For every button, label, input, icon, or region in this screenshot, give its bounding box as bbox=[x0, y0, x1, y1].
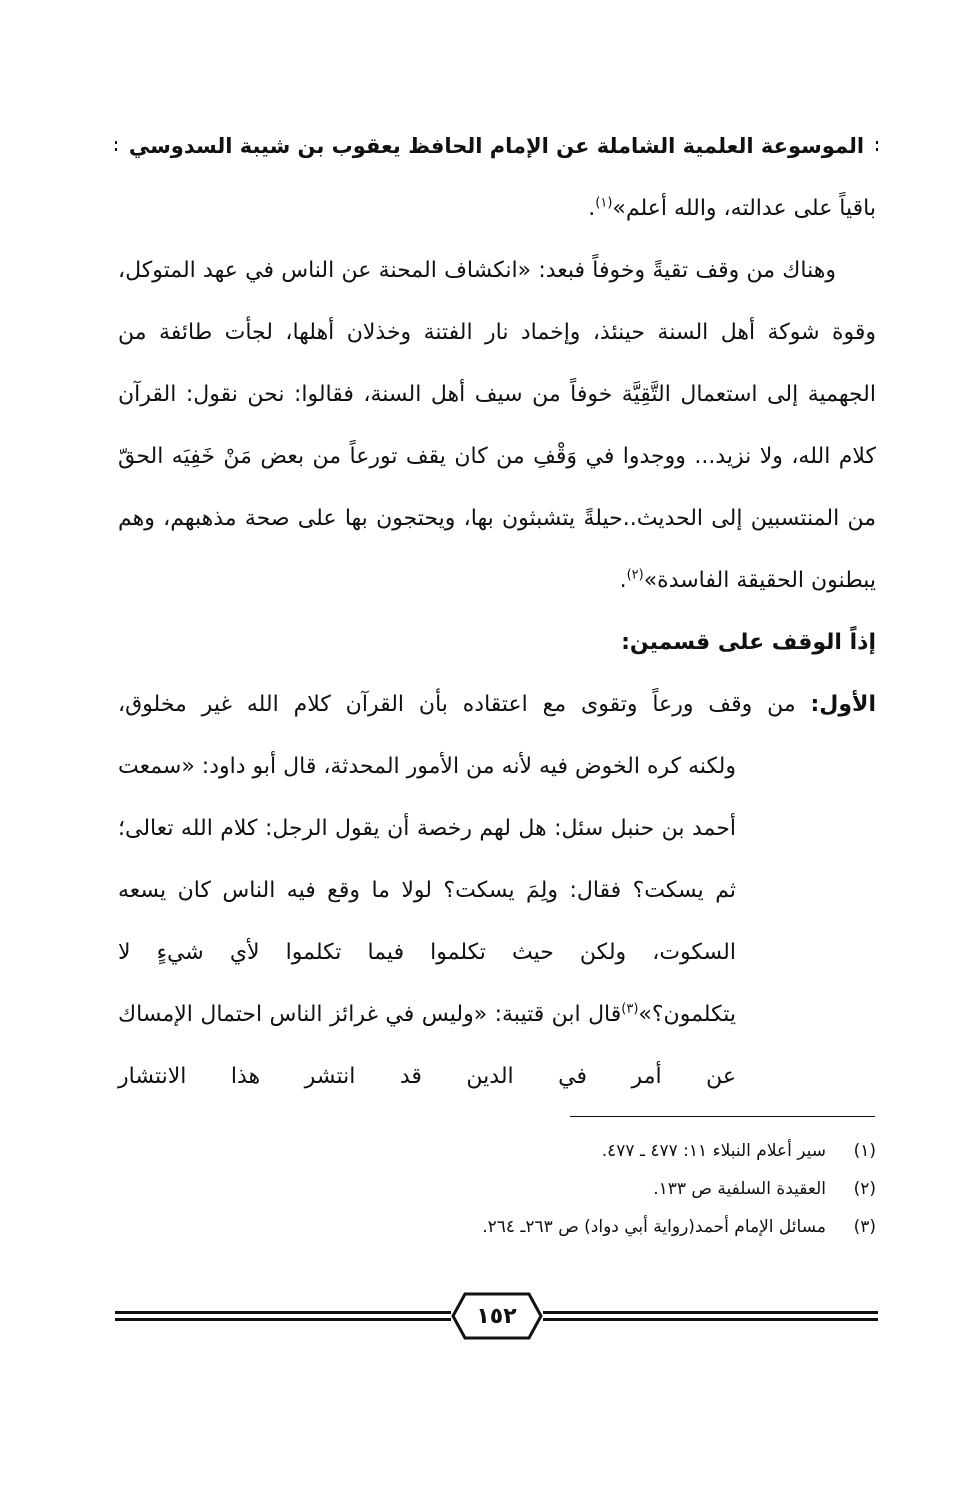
paragraph-1-end: . bbox=[588, 196, 596, 221]
footnote-separator bbox=[570, 1116, 875, 1117]
first-item-line bbox=[118, 674, 876, 736]
first-item-text: من وقف ورعاً وتقوى مع اعتقاده بأن القرآن كلام الله غير مخلوق، bbox=[118, 692, 796, 717]
footnote-2 bbox=[200, 1170, 876, 1208]
first-item-continuation bbox=[118, 736, 876, 1108]
footnote-text: العقيدة السلفية ص ١٣٣. bbox=[653, 1179, 826, 1199]
page-number-box bbox=[451, 1292, 543, 1340]
paragraph-2-end: . bbox=[619, 568, 627, 593]
footer-rule-left bbox=[115, 1311, 451, 1321]
footnote-number: (١) bbox=[853, 1141, 876, 1161]
page-footer bbox=[115, 1290, 878, 1342]
paragraph-1 bbox=[118, 178, 876, 240]
footnote-3 bbox=[200, 1208, 876, 1246]
footnote-number: (٢) bbox=[853, 1179, 876, 1199]
footnote-number: (٣) bbox=[853, 1217, 876, 1237]
footnote-1 bbox=[200, 1132, 876, 1170]
header-rule-right bbox=[876, 141, 878, 151]
paragraph-2 bbox=[118, 240, 876, 612]
first-item-cont-text: ولكنه كره الخوض فيه لأنه من الأمور المحدثة، قال أبو داود: «سمعت أحمد بن حنبل سئل: هل لهم رخصة أن يقول الرجل: كلام الله تعالى؛ ثم يسكت؟ فقال: ولِمَ يسكت؟ لولا ما وقع فيه الناس كان يسعه السكوت، ولكن حيث تكلموا فيما تكلموا لأي شيءٍ لا يتكلمون؟» bbox=[117, 754, 736, 1027]
first-item-label: الأول: bbox=[810, 692, 876, 717]
footnote-ref-2: (٢) bbox=[626, 567, 644, 583]
section-heading: إذاً الوقف على قسمين: bbox=[621, 630, 876, 655]
page-number: ١٥٢ bbox=[476, 1303, 517, 1329]
running-header bbox=[115, 126, 878, 166]
main-text bbox=[118, 178, 876, 1108]
paragraph-2-text: وهناك من وقف تقيةً وخوفاً فبعد: «انكشاف المحنة عن الناس في عهد المتوكل، وقوة شوكة أهل السنة حينئذ، وإخماد نار الفتنة وخذلان أهلها، لجأت طائفة من الجهمية إلى استعمال التَّقِيَّة خوفاً من سيف أهل السنة، فقالوا: نحن نقول: القرآن كلام الله، ولا نزيد... ووجدوا في وَقْفِ من كان يقف تورعاً من بعض مَنْ خَفِيَه الحقّ من المنتسبين إلى الحديث..حيلةً يتشبثون بها، ويحتجون بها على صحة مذهبهم، وهم يبطنون الحقيقة الفاسدة» bbox=[118, 258, 876, 593]
footnote-ref-1: (١) bbox=[595, 195, 613, 211]
paragraph-1-text: باقياً على عدالته، والله أعلم» bbox=[612, 196, 876, 221]
footnotes bbox=[200, 1132, 876, 1246]
footnote-ref-3: (٣) bbox=[621, 1001, 639, 1017]
header-title: الموسوعة العلمية الشاملة عن الإمام الحافظ يعقوب بن شيبة السدوسي bbox=[128, 134, 865, 158]
first-item-cont-text-2: قال ابن قتيبة: «وليس في غرائز الناس احتمال الإمساك عن أمر في الدين قد انتشر هذا الانتشار bbox=[118, 1002, 736, 1089]
footnote-text: مسائل الإمام أحمد(رواية أبي دواد) ص ٢٦٣ـ ٢٦٤. bbox=[482, 1217, 826, 1237]
footer-rule-right bbox=[543, 1311, 879, 1321]
footnote-text: سير أعلام النبلاء ١١: ٤٧٧ ـ ٤٧٧. bbox=[601, 1141, 826, 1161]
